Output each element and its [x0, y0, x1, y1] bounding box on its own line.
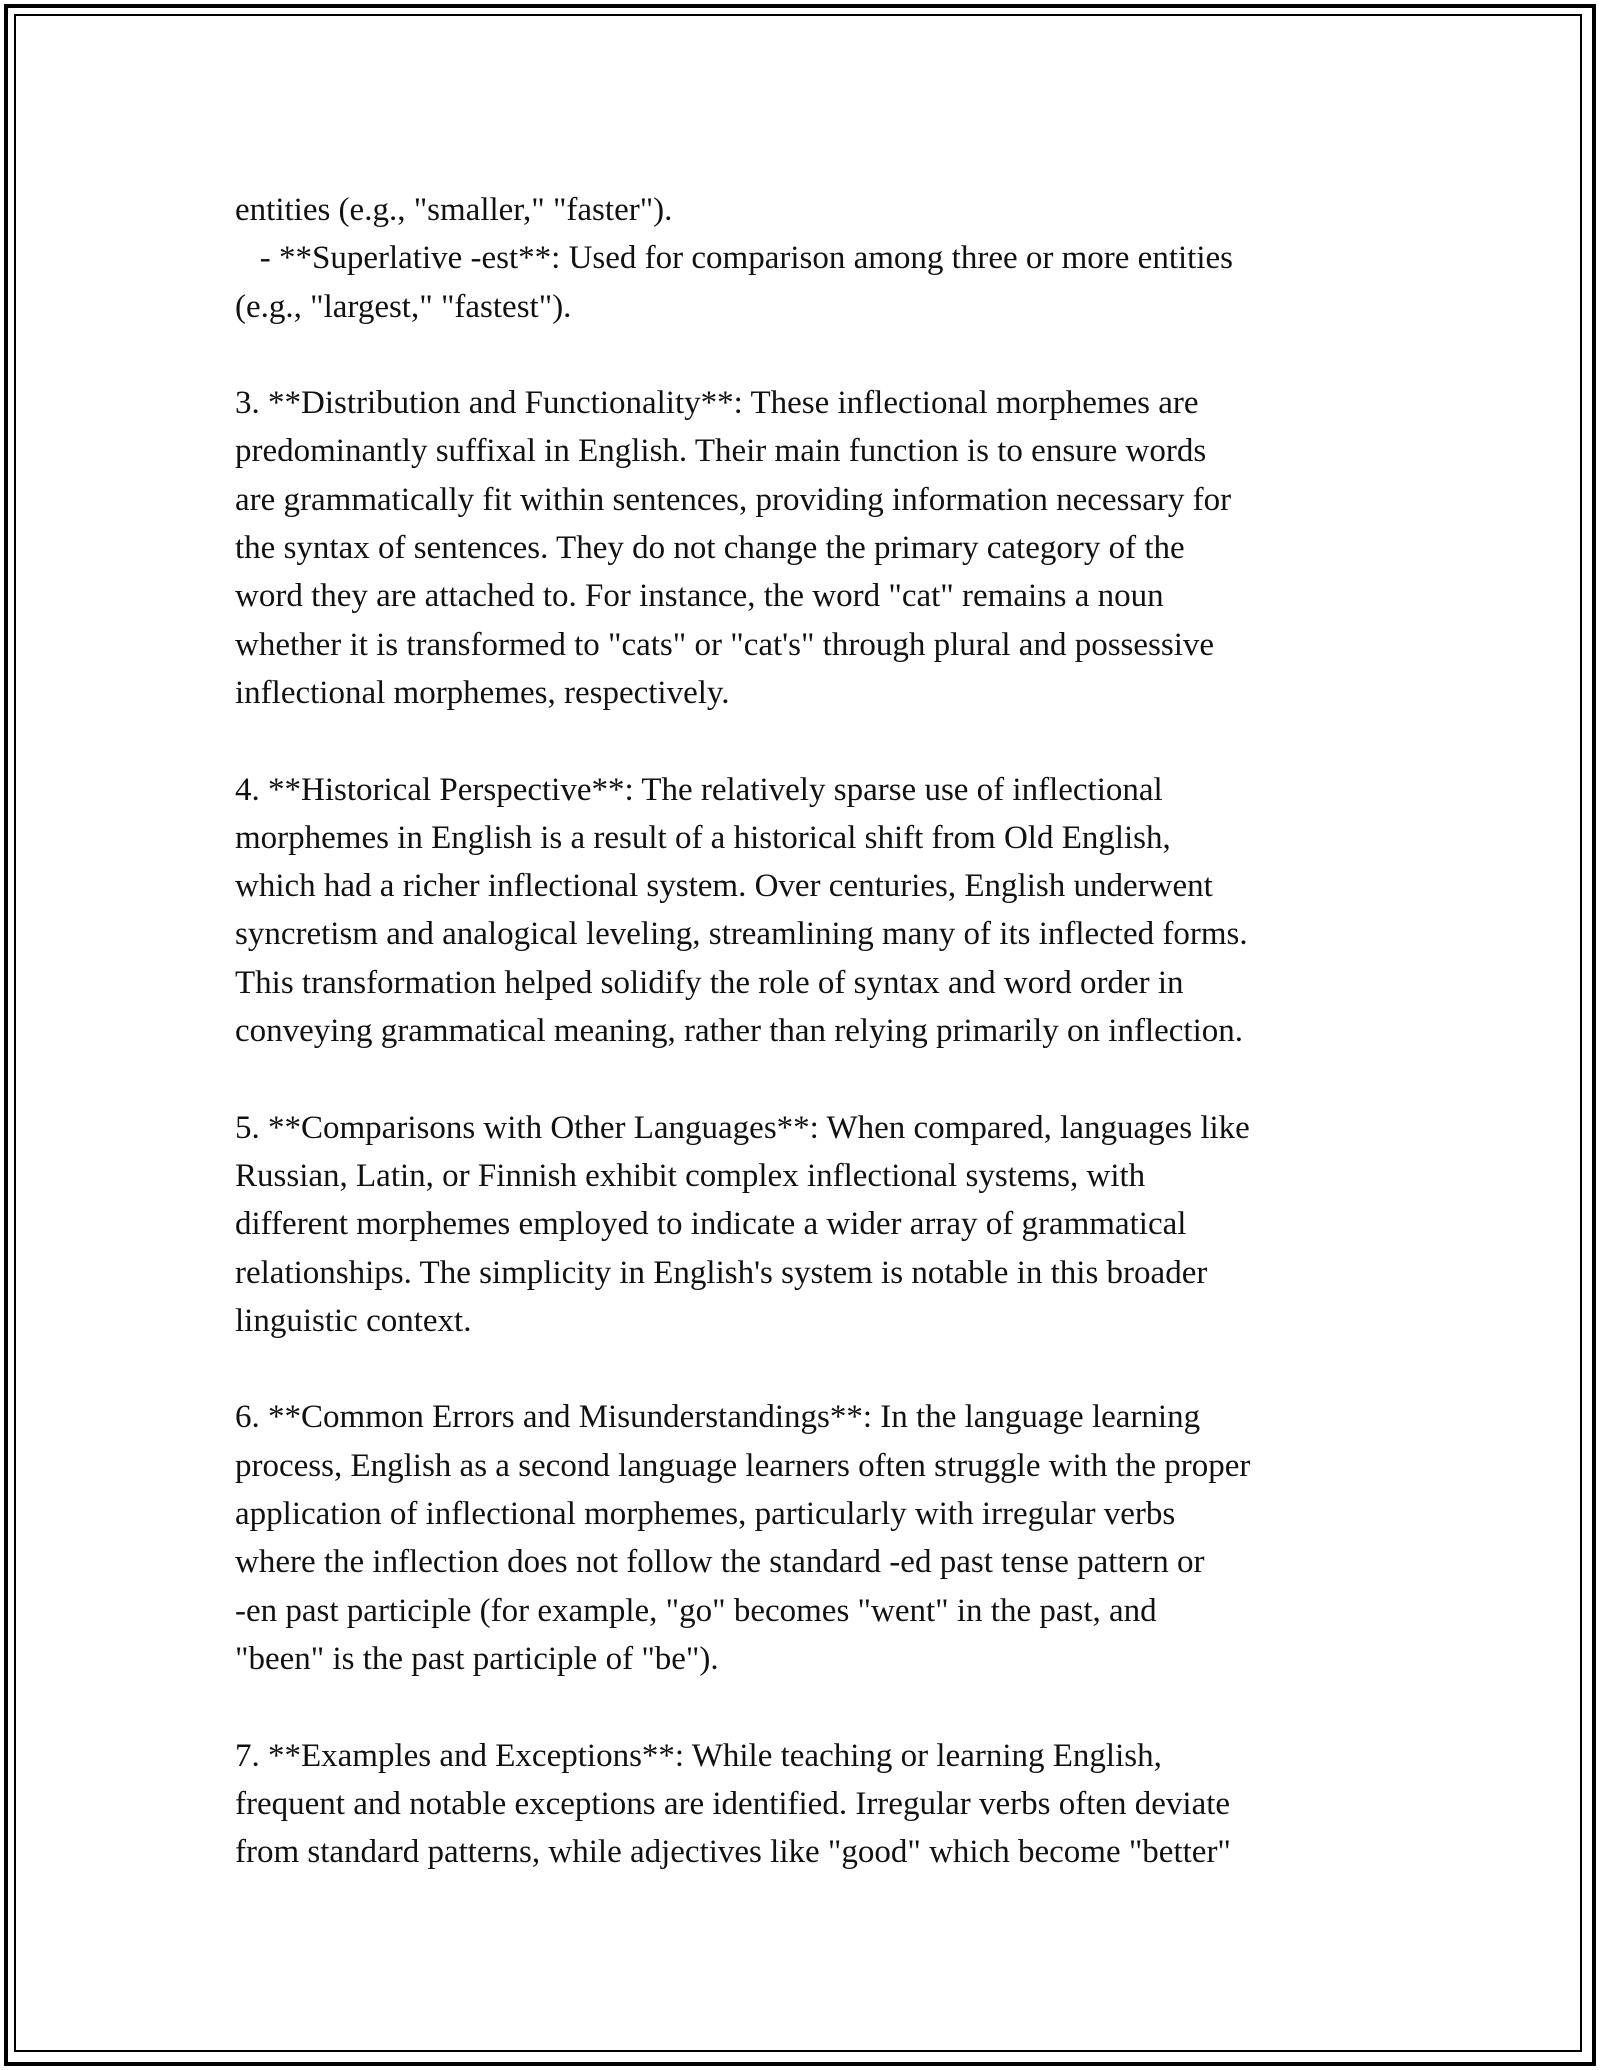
text-line: predominantly suffixal in English. Their main function is to ensure words	[235, 433, 1207, 470]
text-line: process, English as a second language learners often struggle with the proper	[235, 1447, 1251, 1484]
text-line: conveying grammatical meaning, rather than relying primarily on inflection.	[235, 1013, 1243, 1050]
text-line: whether it is transformed to "cats" or "cat's" through plural and possessive	[235, 626, 1215, 663]
text-line: morphemes in English is a result of a historical shift from Old English,	[235, 819, 1171, 856]
text-line: syncretism and analogical leveling, streamlining many of its inflected forms.	[235, 916, 1248, 953]
paragraph-gap	[235, 1345, 1385, 1393]
paragraph-gap	[235, 717, 1385, 765]
paragraph-gap	[235, 1055, 1385, 1103]
text-line: word they are attached to. For instance, the word "cat" remains a noun	[235, 578, 1164, 615]
text-line: 7. **Examples and Exceptions**: While teaching or learning English,	[235, 1737, 1162, 1774]
text-line: inflectional morphemes, respectively.	[235, 674, 730, 711]
paragraph-gap	[235, 331, 1385, 379]
text-line: -en past participle (for example, "go" becomes "went" in the past, and	[235, 1592, 1157, 1629]
text-line: the syntax of sentences. They do not change the primary category of the	[235, 530, 1185, 567]
document-body	[235, 186, 1385, 1876]
text-line: application of inflectional morphemes, particularly with irregular verbs	[235, 1496, 1176, 1533]
text-line: 6. **Common Errors and Misunderstandings**: In the language learning	[235, 1399, 1201, 1436]
text-line: 3. **Distribution and Functionality**: These inflectional morphemes are	[235, 385, 1199, 422]
text-line: This transformation helped solidify the role of syntax and word order in	[235, 964, 1184, 1001]
text-line: where the inflection does not follow the standard -ed past tense pattern or	[235, 1544, 1205, 1581]
text-line: relationships. The simplicity in English's system is notable in this broader	[235, 1254, 1208, 1291]
text-line: 4. **Historical Perspective**: The relatively sparse use of inflectional	[235, 771, 1163, 808]
text-line: Russian, Latin, or Finnish exhibit complex inflectional systems, with	[235, 1157, 1146, 1194]
text-line: frequent and notable exceptions are identified. Irregular verbs often deviate	[235, 1785, 1231, 1822]
text-line: which had a richer inflectional system. Over centuries, English underwent	[235, 868, 1213, 905]
text-line: "been" is the past participle of "be").	[235, 1640, 719, 1677]
text-line: from standard patterns, while adjectives like "good" which become "better"	[235, 1834, 1231, 1871]
text-line: different morphemes employed to indicate a wider array of grammatical	[235, 1206, 1187, 1243]
text-line: (e.g., "largest," "fastest").	[235, 288, 572, 325]
paragraph-gap	[235, 1683, 1385, 1731]
text-line: 5. **Comparisons with Other Languages**: When compared, languages like	[235, 1109, 1250, 1146]
text-line: entities (e.g., "smaller," "faster").	[235, 192, 673, 228]
text-line: linguistic context.	[235, 1302, 472, 1339]
text-line: are grammatically fit within sentences, providing information necessary for	[235, 481, 1232, 518]
text-line: - **Superlative -est**: Used for comparison among three or more entities	[235, 240, 1233, 277]
